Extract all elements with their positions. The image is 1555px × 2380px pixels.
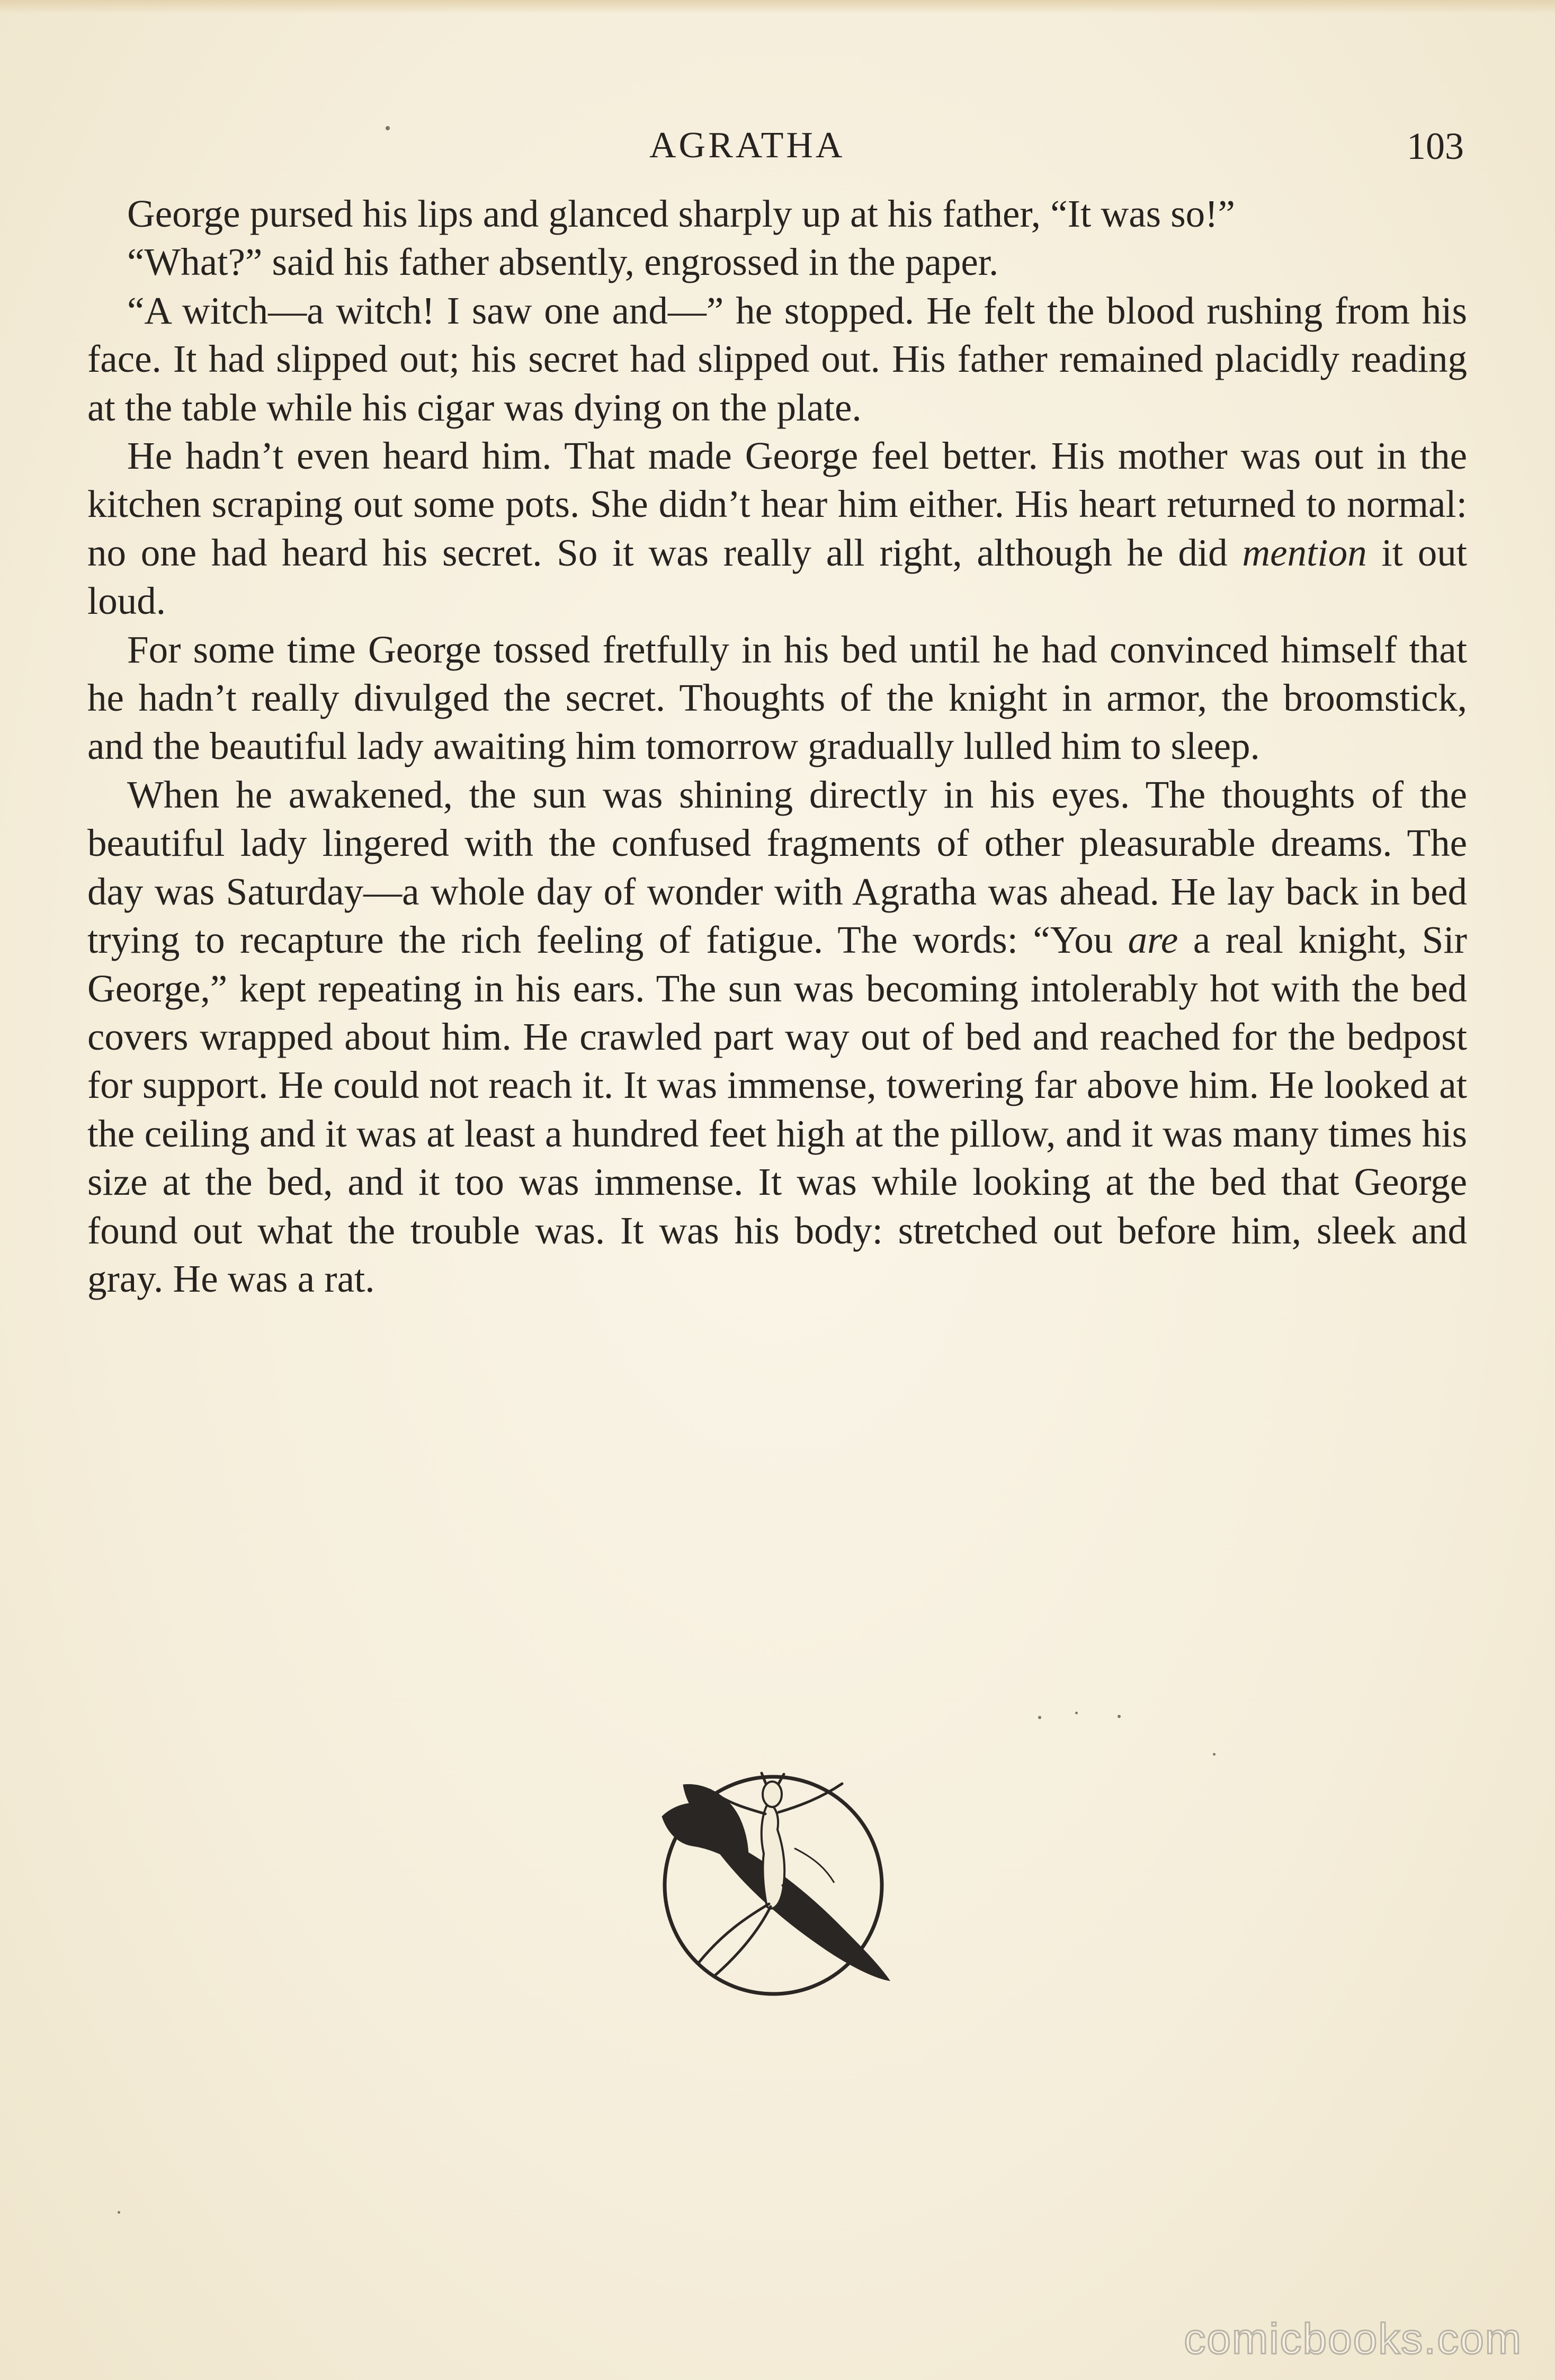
running-title: AGRATHA — [649, 125, 845, 166]
paragraph-6-text-a: When he awakened, the sun was shining directly in his eyes. The thoughts of the beautiful lady lingered with the confused fragments of other pleasurable dreams. The day was Saturday—a whole day of wonder with Agratha was ahead. He lay back in bed trying to recapture the rich feeling of fatigue. The words: “You — [87, 773, 1467, 962]
paragraph-1: George pursed his lips and glanced sharply up at his father, “It was so!” — [127, 192, 1235, 235]
paragraph-4-text-b: it out loud. — [87, 531, 1467, 623]
paragraph-4-emphasis: mention — [1242, 531, 1367, 574]
print-speck — [118, 2211, 120, 2214]
paragraph-4 — [87, 432, 1467, 625]
watermark: comicbooks.com — [1184, 2315, 1522, 2363]
page-top-edge — [0, 0, 1555, 14]
print-speck — [386, 126, 390, 130]
paragraph-4-text-a: He hadn’t even heard him. That made George feel better. His mother was out in the kitchen scraping out some pots. She didn’t hear him either. His heart returned to normal: no one had heard his secret. So it was really all right, although he did — [87, 434, 1467, 574]
print-speck — [1075, 1712, 1078, 1714]
paragraph-2: “What?” said his father absently, engrossed in the paper. — [127, 240, 999, 284]
paragraph-6-emphasis: are — [1128, 918, 1178, 962]
page-number: 103 — [1407, 125, 1464, 167]
print-speck — [1213, 1753, 1216, 1756]
paragraph-6-text-b: a real knight, Sir George,” kept repeating in his ears. The sun was becoming intolerably hot with the bed covers wrapped about him. He crawled part way out of bed and reached for the bedpost for support. He could not reach it. It was immense, towering far above him. He looked at the ceiling and it was at least a hundred feet high at the pillow, and it was many times his size at the bed, and it too was immense. It was while looking at the bed that George found out what the trouble was. It was his body: stretched out before him, sleek and gray. He was a rat. — [87, 918, 1467, 1300]
paragraph-5: For some time George tossed fretfully in his bed until he had convinced himself that he hadn’t really divulged the secret. Thoughts of the knight in armor, the broomstick, and the beautiful lady awaiting him tomorrow gradually lulled him to sleep. — [87, 628, 1467, 768]
print-speck — [1038, 1716, 1041, 1719]
witch-on-broomstick-icon — [625, 1753, 914, 2018]
paragraph-6 — [87, 771, 1467, 1303]
body-text — [87, 190, 1467, 1303]
print-speck — [1118, 1715, 1121, 1718]
paragraph-3: “A witch—a witch! I saw one and—” he stopped. He felt the blood rushing from his face. It had slipped out; his secret had slipped out. His father remained placidly reading at the table while his cigar was dying on the plate. — [87, 289, 1467, 429]
